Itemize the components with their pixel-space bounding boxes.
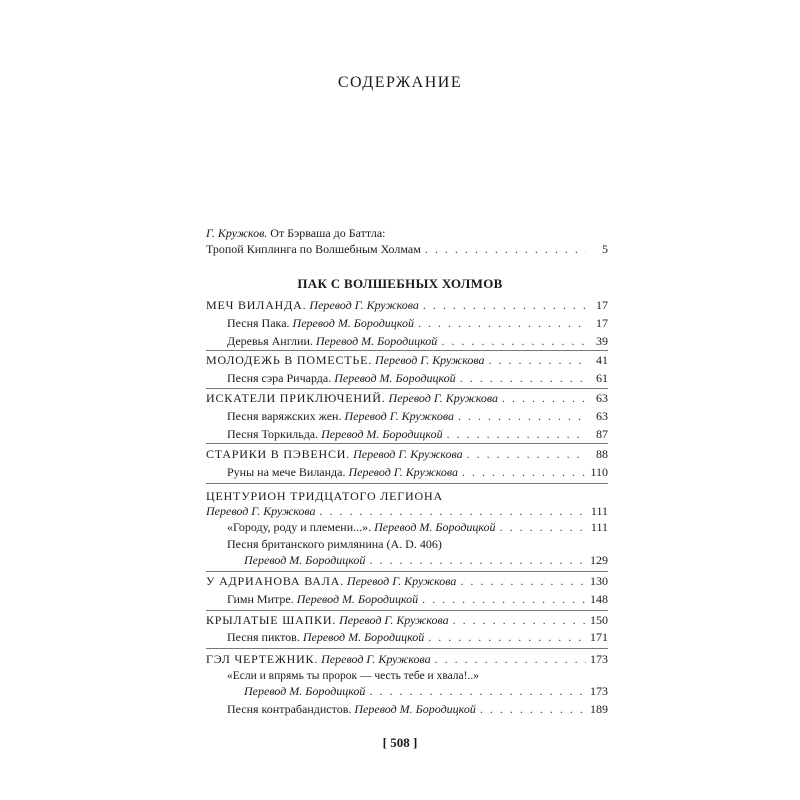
toc-entry-sub [227,592,608,607]
toc-entry-sub [244,553,608,568]
leader-dots [422,592,586,607]
entry-translator: Перевод Г. Кружкова [206,504,316,518]
entry-title: Песня пиктов. [227,630,300,644]
toc-entry-main [206,447,608,462]
toc-entry-main [206,613,608,628]
entry-title: Руны на мече Виланда. [227,465,346,479]
entry-translator: Перевод Г. Кружкова [309,298,419,312]
entry-translator: Перевод М. Бородицкой [292,316,414,330]
entry-translator: Перевод Г. Кружкова [348,465,458,479]
toc-entry-sub [227,520,608,535]
page-number: 63 [596,409,608,423]
page-number: 61 [596,371,608,385]
section-heading: ПАК С ВОЛШЕБНЫХ ХОЛМОВ [297,276,503,291]
leader-dots [423,298,586,313]
entry-title: Гимн Митре. [227,592,294,606]
entry-translator: Перевод М. Бородицкой [354,702,476,716]
page-number: 87 [596,427,608,441]
toc-entry-sub [227,409,608,424]
entry-title: МОЛОДЕЖЬ В ПОМЕСТЬЕ. [206,353,372,367]
page-number: 111 [590,520,608,534]
page-number: 17 [596,316,608,330]
entry-translator: Перевод М. Бородицкой [302,630,425,644]
page-number: 110 [590,465,608,479]
toc-entry-main [206,298,608,313]
page-number: 129 [590,553,608,567]
toc-entry-sub [227,630,608,645]
leader-dots [489,353,587,368]
toc-entry-sub [227,427,608,442]
toc-entry-main [206,391,608,406]
leader-dots [447,427,586,442]
group-divider [206,648,608,649]
page-number: 63 [596,391,608,405]
entry-translator: Перевод М. Бородицкой [374,520,496,534]
entry-translator: Перевод М. Бородицкой [334,371,456,385]
entry-title: ИСКАТЕЛИ ПРИКЛЮЧЕНИЙ. [206,391,386,405]
entry-title: Деревья Англии. [227,334,313,348]
entry-title: КРЫЛАТЫЕ ШАПКИ. [206,613,337,627]
entry-title: МЕЧ ВИЛАНДА. [206,298,307,312]
toc-entry-sub [244,684,608,699]
page-number: 171 [590,630,608,644]
toc-entry-sub [227,465,608,480]
page-number: 41 [596,353,608,367]
leader-dots [320,504,587,519]
group-divider [206,571,608,572]
intro-title-line2: Тропой Киплинга по Волшебным Холмам [206,242,421,256]
page-number: 189 [590,702,608,716]
entry-translator: Перевод Г. Кружкова [346,574,457,588]
entry-translator: Перевод Г. Кружкова [321,652,431,666]
leader-dots [425,242,586,257]
toc-entry-sub [227,702,608,717]
leader-dots [502,391,586,406]
entry-title: «Городу, роду и племени...». [227,520,372,534]
intro-entry-line1 [206,226,386,241]
group-divider [206,610,608,611]
leader-dots [369,553,586,568]
group-divider [206,483,608,484]
toc-entry-main [206,504,608,519]
page-number: 173 [590,684,608,698]
page-number: 150 [590,613,608,627]
leader-dots [453,613,586,628]
toc-entry-sub [227,371,608,386]
entry-title: ГЭЛ ЧЕРТЕЖНИК. [206,652,319,666]
toc-entry-sub [227,334,608,349]
leader-dots [467,447,586,462]
toc-entry-main [206,353,608,368]
entry-title: ЦЕНТУРИОН ТРИДЦАТОГО ЛЕГИОНА [206,489,443,503]
entry-title: «Если и впрямь ты пророк — честь тебе и хвала!..» [227,670,479,682]
entry-title: У АДРИАНОВА ВАЛА. [206,574,344,588]
page-number: 130 [590,574,608,588]
leader-dots [369,684,586,699]
leader-dots [418,316,586,331]
page-number: 173 [590,652,608,666]
entry-translator: Перевод Г. Кружкова [388,391,499,405]
leader-dots [435,652,586,667]
intro-author: Г. Кружков. [206,226,268,240]
toc-entry-intro [206,242,608,257]
page-number: 111 [590,504,608,518]
entry-title: Песня британского римлянина (A. D. 406) [227,537,442,551]
leader-dots [460,371,586,386]
group-divider [206,388,608,389]
entry-title: Песня Торкильда. [227,427,319,441]
entry-translator: Перевод Г. Кружкова [339,613,449,627]
entry-title: Песня контрабандистов. [227,702,352,716]
intro-title-line1: От Бэрваша до Баттла: [270,226,386,240]
leader-dots [458,409,586,424]
leader-dots [428,630,586,645]
leader-dots [460,574,586,589]
page-number: 148 [590,592,608,606]
entry-translator: Перевод М. Бородицкой [244,553,366,567]
page-number: 17 [596,298,608,312]
entry-title: Песня варяжских жен. [227,409,342,423]
leader-dots [441,334,586,349]
toc-entry-main [206,652,608,667]
page-number: 39 [596,334,608,348]
group-divider [206,350,608,351]
page-title: СОДЕРЖАНИЕ [337,74,463,91]
entry-translator: Перевод М. Бородицкой [244,684,366,698]
entry-translator: Перевод М. Бородицкой [315,334,438,348]
leader-dots [462,465,586,480]
entry-title: Песня сэра Ричарда. [227,371,332,385]
entry-title: Песня Пака. [227,316,290,330]
entry-translator: Перевод М. Бородицкой [296,592,419,606]
leader-dots [500,520,586,535]
page-number: 5 [602,242,608,256]
entry-translator: Перевод Г. Кружкова [375,353,485,367]
entry-title: СТАРИКИ В ПЭВЕНСИ. [206,447,351,461]
leader-dots [480,702,586,717]
toc-entry-main [206,574,608,589]
entry-translator: Перевод М. Бородицкой [321,427,443,441]
entry-translator: Перевод Г. Кружкова [344,409,454,423]
page-number: 88 [596,447,608,461]
toc-entry-sub [227,316,608,331]
page-folio: [ 508 ] [382,735,418,750]
entry-translator: Перевод Г. Кружкова [353,447,463,461]
group-divider [206,443,608,444]
